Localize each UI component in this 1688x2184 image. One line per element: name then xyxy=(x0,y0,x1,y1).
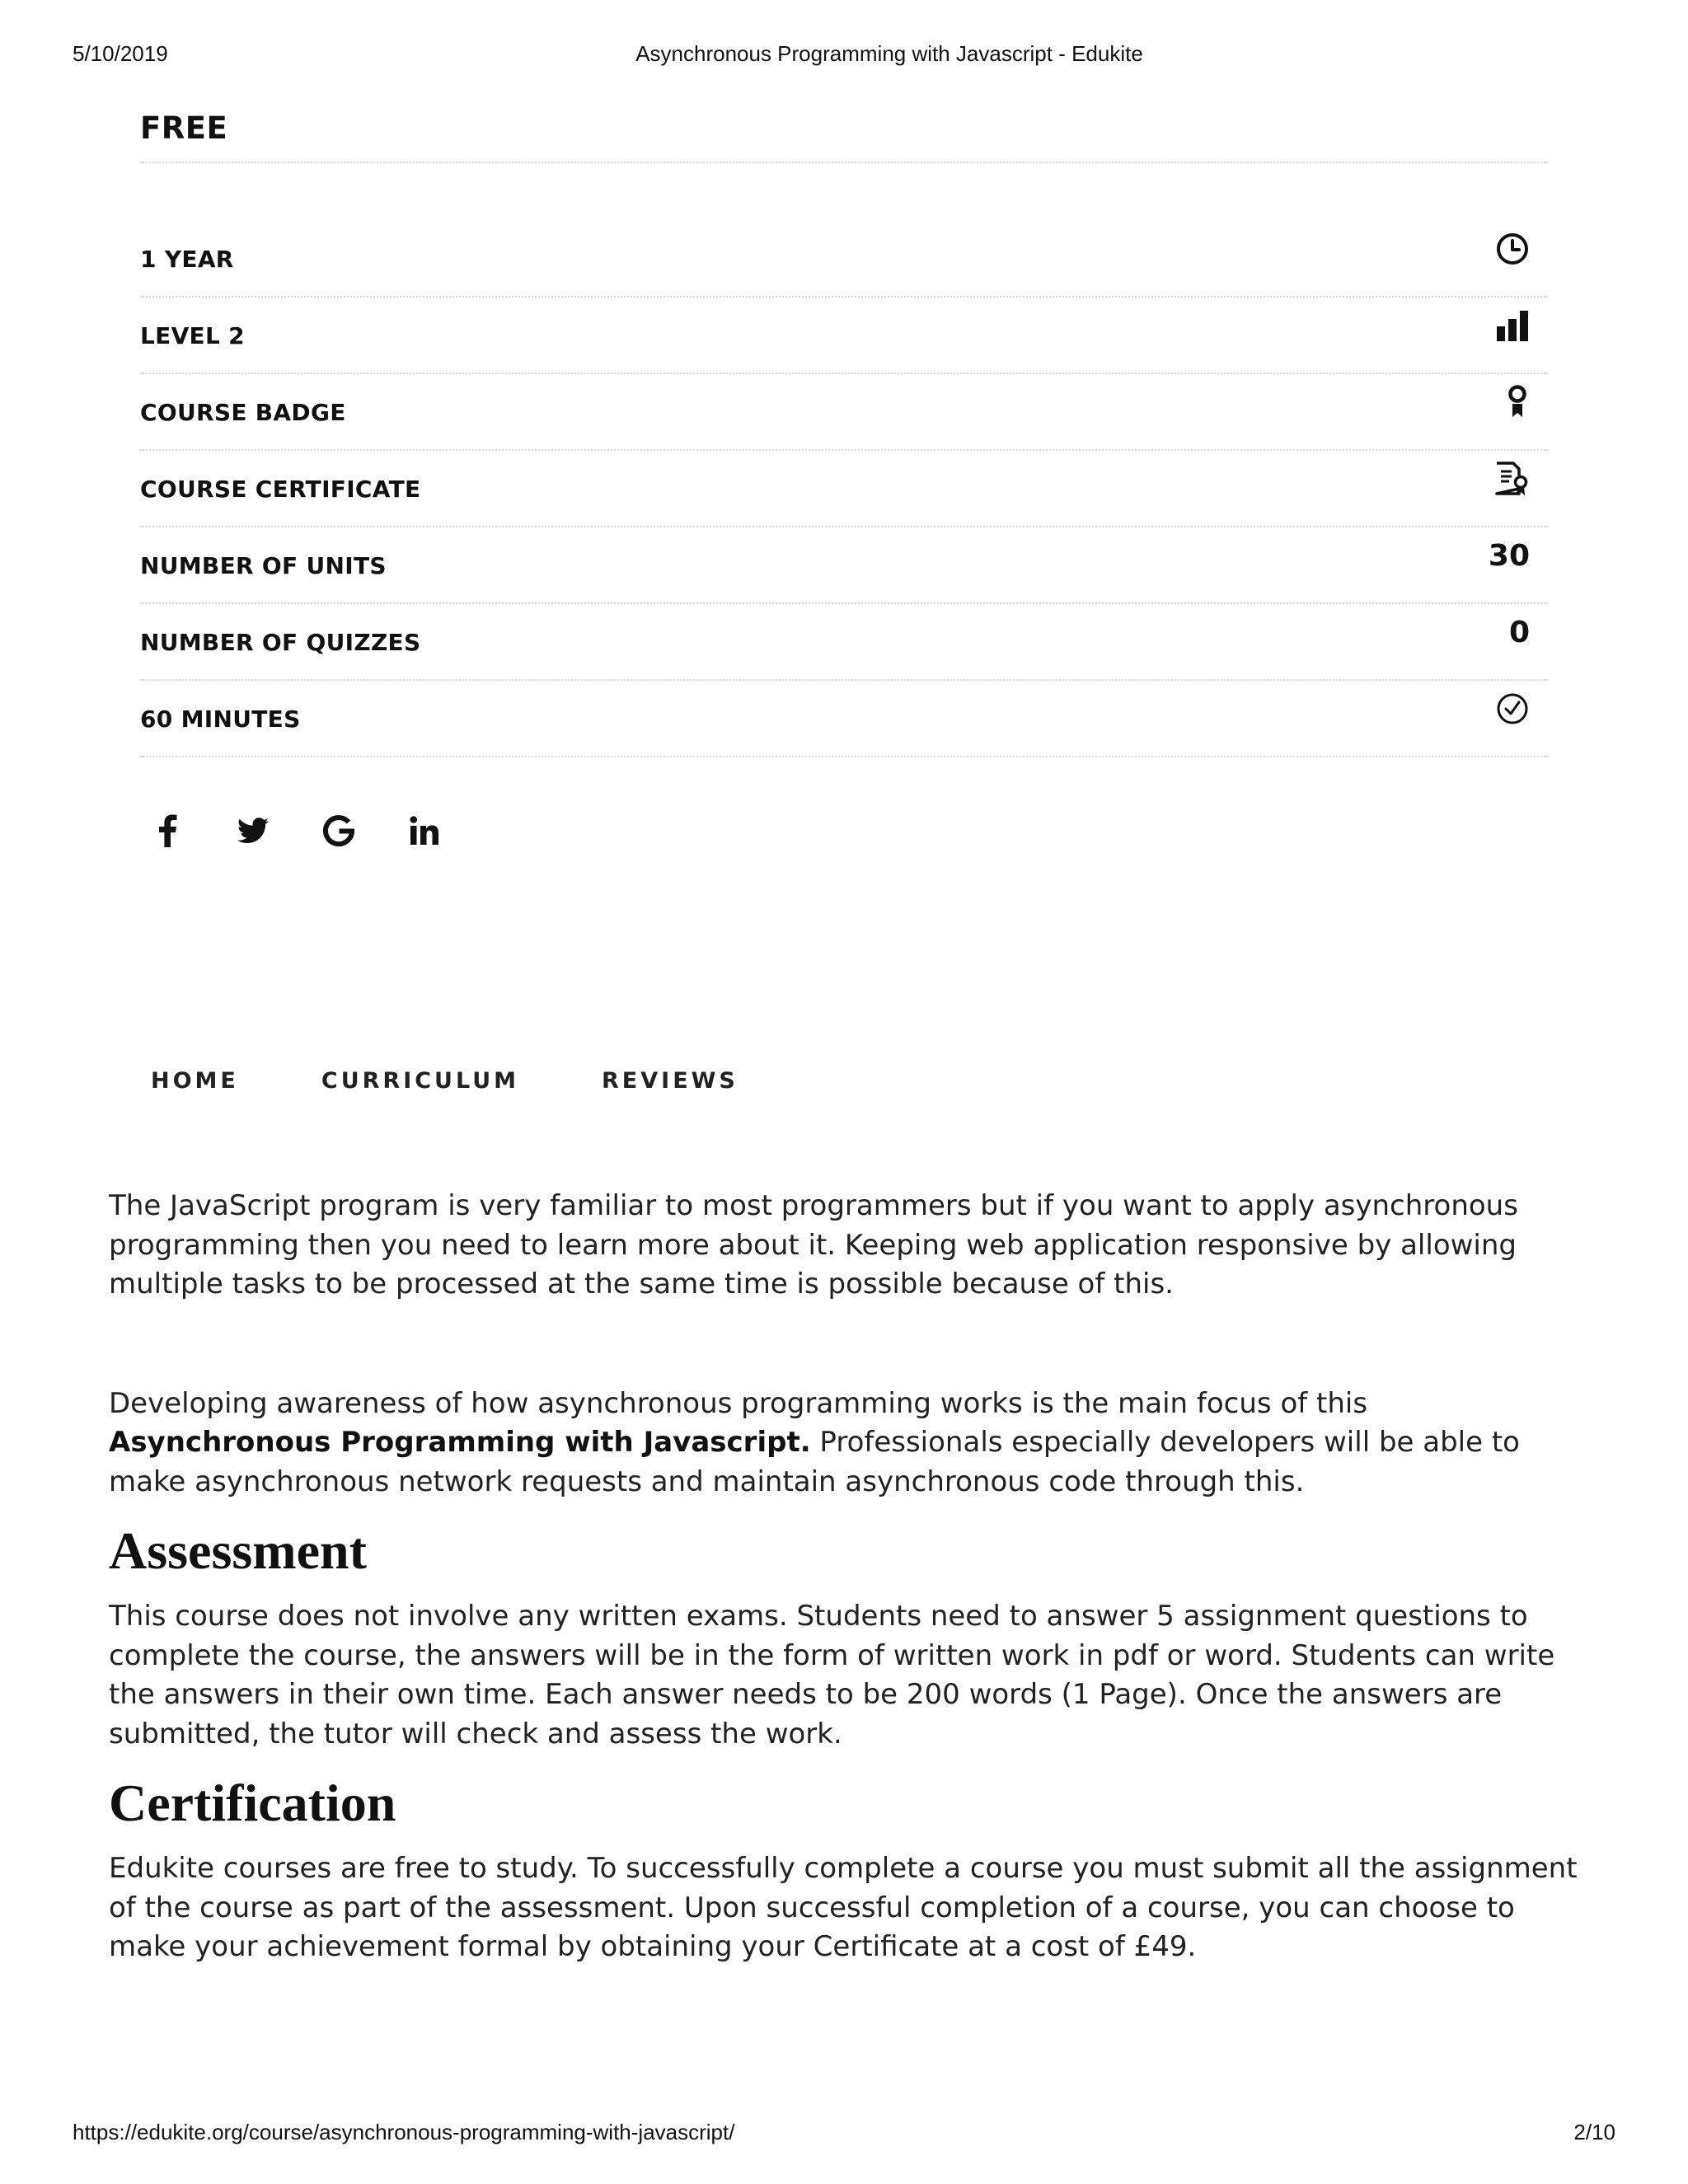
facebook-icon[interactable] xyxy=(148,812,186,850)
detail-quizzes xyxy=(140,604,1548,681)
course-tabs xyxy=(151,1068,738,1094)
social-share xyxy=(148,812,443,850)
certification-paragraph: Edukite courses are free to study. To successfully complete a course you must submit all the assignment of the course as part of the assessment. Upon successful completion of a course, you can choose to make your achievement formal by obtaining your Certificate at a cost of £49. xyxy=(109,1852,1578,1963)
detail-badge-label: COURSE BADGE xyxy=(140,399,346,426)
linkedin-icon[interactable] xyxy=(406,812,443,850)
course-description xyxy=(109,1187,1592,1967)
detail-quizzes-label: NUMBER OF QUIZZES xyxy=(140,629,421,656)
detail-minutes-label: 60 MINUTES xyxy=(140,705,301,733)
assessment-heading: Assessment xyxy=(109,1521,367,1580)
detail-duration-minutes xyxy=(140,681,1548,757)
detail-level-label: LEVEL 2 xyxy=(140,322,245,349)
intro-text-start: Developing awareness of how asynchronous programming works is the main focus of this xyxy=(109,1386,1368,1420)
clock-icon xyxy=(1480,231,1530,267)
detail-units-label: NUMBER OF UNITS xyxy=(140,552,387,579)
print-page-number: 2/10 xyxy=(1573,2120,1615,2144)
intro-paragraph-1: The JavaScript program is very familiar to most programmers but if you want to apply asynchronous programming then you need to learn more about it. Keeping web application responsive by allowing multiple tasks to be processed at the same time is possible because of this. xyxy=(109,1189,1518,1301)
print-url: https://edukite.org/course/asynchronous-programming-with-javascript/ xyxy=(73,2120,735,2144)
google-icon[interactable] xyxy=(320,812,358,850)
detail-badge xyxy=(140,374,1548,451)
course-price: FREE xyxy=(140,110,228,146)
tab-curriculum[interactable]: CURRICULUM xyxy=(321,1068,520,1094)
course-name-bold: Asynchronous Programming with Javascript. xyxy=(109,1426,811,1459)
detail-units xyxy=(140,527,1548,604)
twitter-icon[interactable] xyxy=(234,812,272,850)
intro-text-end: Professionals especially developers will be able to make asynchronous network requests and maintain asynchronous code through this. xyxy=(109,1426,1520,1498)
detail-duration xyxy=(140,221,1548,298)
detail-units-value: 30 xyxy=(1488,538,1530,573)
detail-certificate xyxy=(140,451,1548,527)
tab-home[interactable]: HOME xyxy=(151,1068,239,1094)
price-divider xyxy=(140,162,1548,163)
bar-chart-icon xyxy=(1480,307,1530,344)
tab-reviews[interactable]: REVIEWS xyxy=(602,1068,738,1094)
assessment-paragraph: This course does not involve any written exams. Students need to answer 5 assignment questions to complete the course, the answers will be in the form of written work in pdf or word. Students can write the answers in their own time. Each answer needs to be 200 words (1 Page). Once the answers are submitted, the tutor will check and assess the work. xyxy=(109,1600,1555,1750)
check-clock-icon xyxy=(1480,691,1530,727)
course-details-list xyxy=(140,221,1548,757)
detail-quizzes-value: 0 xyxy=(1508,615,1530,649)
detail-certificate-label: COURSE CERTIFICATE xyxy=(140,476,421,503)
print-date: 5/10/2019 xyxy=(73,41,168,66)
detail-level xyxy=(140,298,1548,374)
certificate-icon xyxy=(1480,461,1530,497)
print-title: Asynchronous Programming with Javascript - Edukite xyxy=(635,41,1143,66)
certification-heading: Certification xyxy=(109,1774,396,1832)
intro-paragraph-2 xyxy=(109,1385,1592,1502)
badge-icon xyxy=(1480,384,1530,420)
detail-duration-label: 1 YEAR xyxy=(140,246,234,273)
